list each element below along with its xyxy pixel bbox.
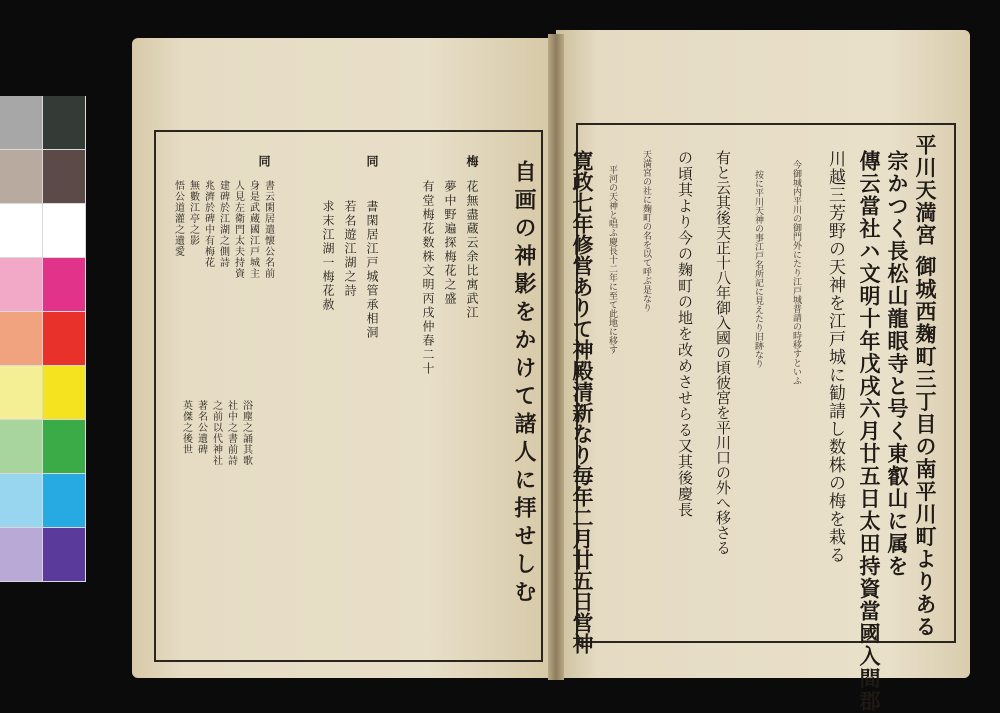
dense-line: 身是武蔵國江戸城主 bbox=[247, 180, 259, 279]
text-column: 寛政七年修営ありて神殿清新なり毎年二月廿五日営神 bbox=[570, 150, 595, 654]
color-swatch bbox=[0, 312, 42, 365]
color-swatch bbox=[43, 366, 85, 419]
dense-line: 社中之書前詩 bbox=[225, 400, 237, 466]
color-swatch bbox=[43, 312, 85, 365]
dense-line: 悟公道灌之遺愛 bbox=[172, 180, 184, 257]
color-swatch bbox=[0, 150, 42, 203]
color-swatch bbox=[0, 366, 42, 419]
poem-line: 若名遊江湖之詩 bbox=[343, 200, 357, 298]
color-swatch bbox=[43, 204, 85, 257]
color-calibration-strip bbox=[0, 96, 86, 582]
text-column: 傳云當社ハ文明十年戊戌六月廿五日太田持資當國入間郡 bbox=[857, 150, 882, 713]
color-swatch bbox=[43, 528, 85, 581]
poem-line: 有堂梅花数株文明丙戌仲春二十 bbox=[421, 180, 435, 376]
color-swatch bbox=[0, 420, 42, 473]
text-column: 有と云其後天正十八年御入國の頃彼宮を平川口の外へ移さる bbox=[714, 150, 732, 555]
dense-line: 無數江亭之影 bbox=[187, 180, 199, 246]
text-column: 平川天満宮 御城西麹町三丁目の南平川町よりある bbox=[913, 134, 938, 638]
color-swatch bbox=[43, 258, 85, 311]
illustration-caption: 自画の神影をかけて諸人に拝せしむ bbox=[511, 160, 537, 608]
dense-line: 建碑於江湖之側詩 bbox=[217, 180, 229, 268]
color-swatch bbox=[0, 528, 42, 581]
color-swatch bbox=[0, 204, 42, 257]
annotation-column: 平河の天神と唱ふ慶長十二年に至て此地に移す bbox=[607, 165, 617, 354]
dense-line: 之前以代神社 bbox=[210, 400, 222, 466]
annotation-column: 按に平川天神の事江戸名所記に見えたり旧跡なり bbox=[753, 170, 763, 368]
color-swatch bbox=[0, 258, 42, 311]
color-swatch bbox=[0, 96, 42, 149]
poem-line: 花無盡蔵云余比寓武江 bbox=[465, 180, 479, 320]
poem-line: 書閑居江戸城管承相洞 bbox=[365, 200, 379, 340]
color-swatch bbox=[0, 474, 42, 527]
book-gutter bbox=[548, 34, 564, 680]
color-swatch bbox=[43, 96, 85, 149]
color-swatch bbox=[43, 420, 85, 473]
color-swatch bbox=[43, 150, 85, 203]
left-page bbox=[132, 38, 556, 678]
dense-line: 人見左衛門太夫持資 bbox=[232, 180, 244, 279]
text-column: の頃其より今の麹町の地を改めさせらる又其後慶長 bbox=[676, 150, 694, 518]
poem-heading: 同 bbox=[365, 155, 379, 169]
annotation-column: 今御城内平川の御門外にたり江戸城普請の時移すといふ bbox=[791, 160, 801, 385]
text-column: 宗かつく長松山龍眼寺と号く東叡山に属を bbox=[885, 150, 910, 578]
poem-line: 夢中野遍探梅花之盛 bbox=[443, 180, 457, 306]
poem-heading: 梅 bbox=[465, 155, 479, 169]
text-column: 川越三芳野の天神を江戸城に勧請し数株の梅を栽る bbox=[825, 150, 845, 564]
dense-line: 著名公遺碑 bbox=[195, 400, 207, 455]
dense-line: 浴塵之誦其歌 bbox=[240, 400, 252, 466]
dense-line: 兆濟於碑中有梅花 bbox=[202, 180, 214, 268]
dense-line: 書云閑居遣懐公名前 bbox=[262, 180, 274, 279]
dense-line: 英傑之後世 bbox=[180, 400, 192, 455]
poem-line: 求末江湖一梅花赦 bbox=[321, 200, 335, 312]
annotation-column: 天満宮の社に麹町の名を以て呼ぶ是なり bbox=[641, 150, 651, 312]
poem-heading: 同 bbox=[257, 155, 271, 169]
color-swatch bbox=[43, 474, 85, 527]
